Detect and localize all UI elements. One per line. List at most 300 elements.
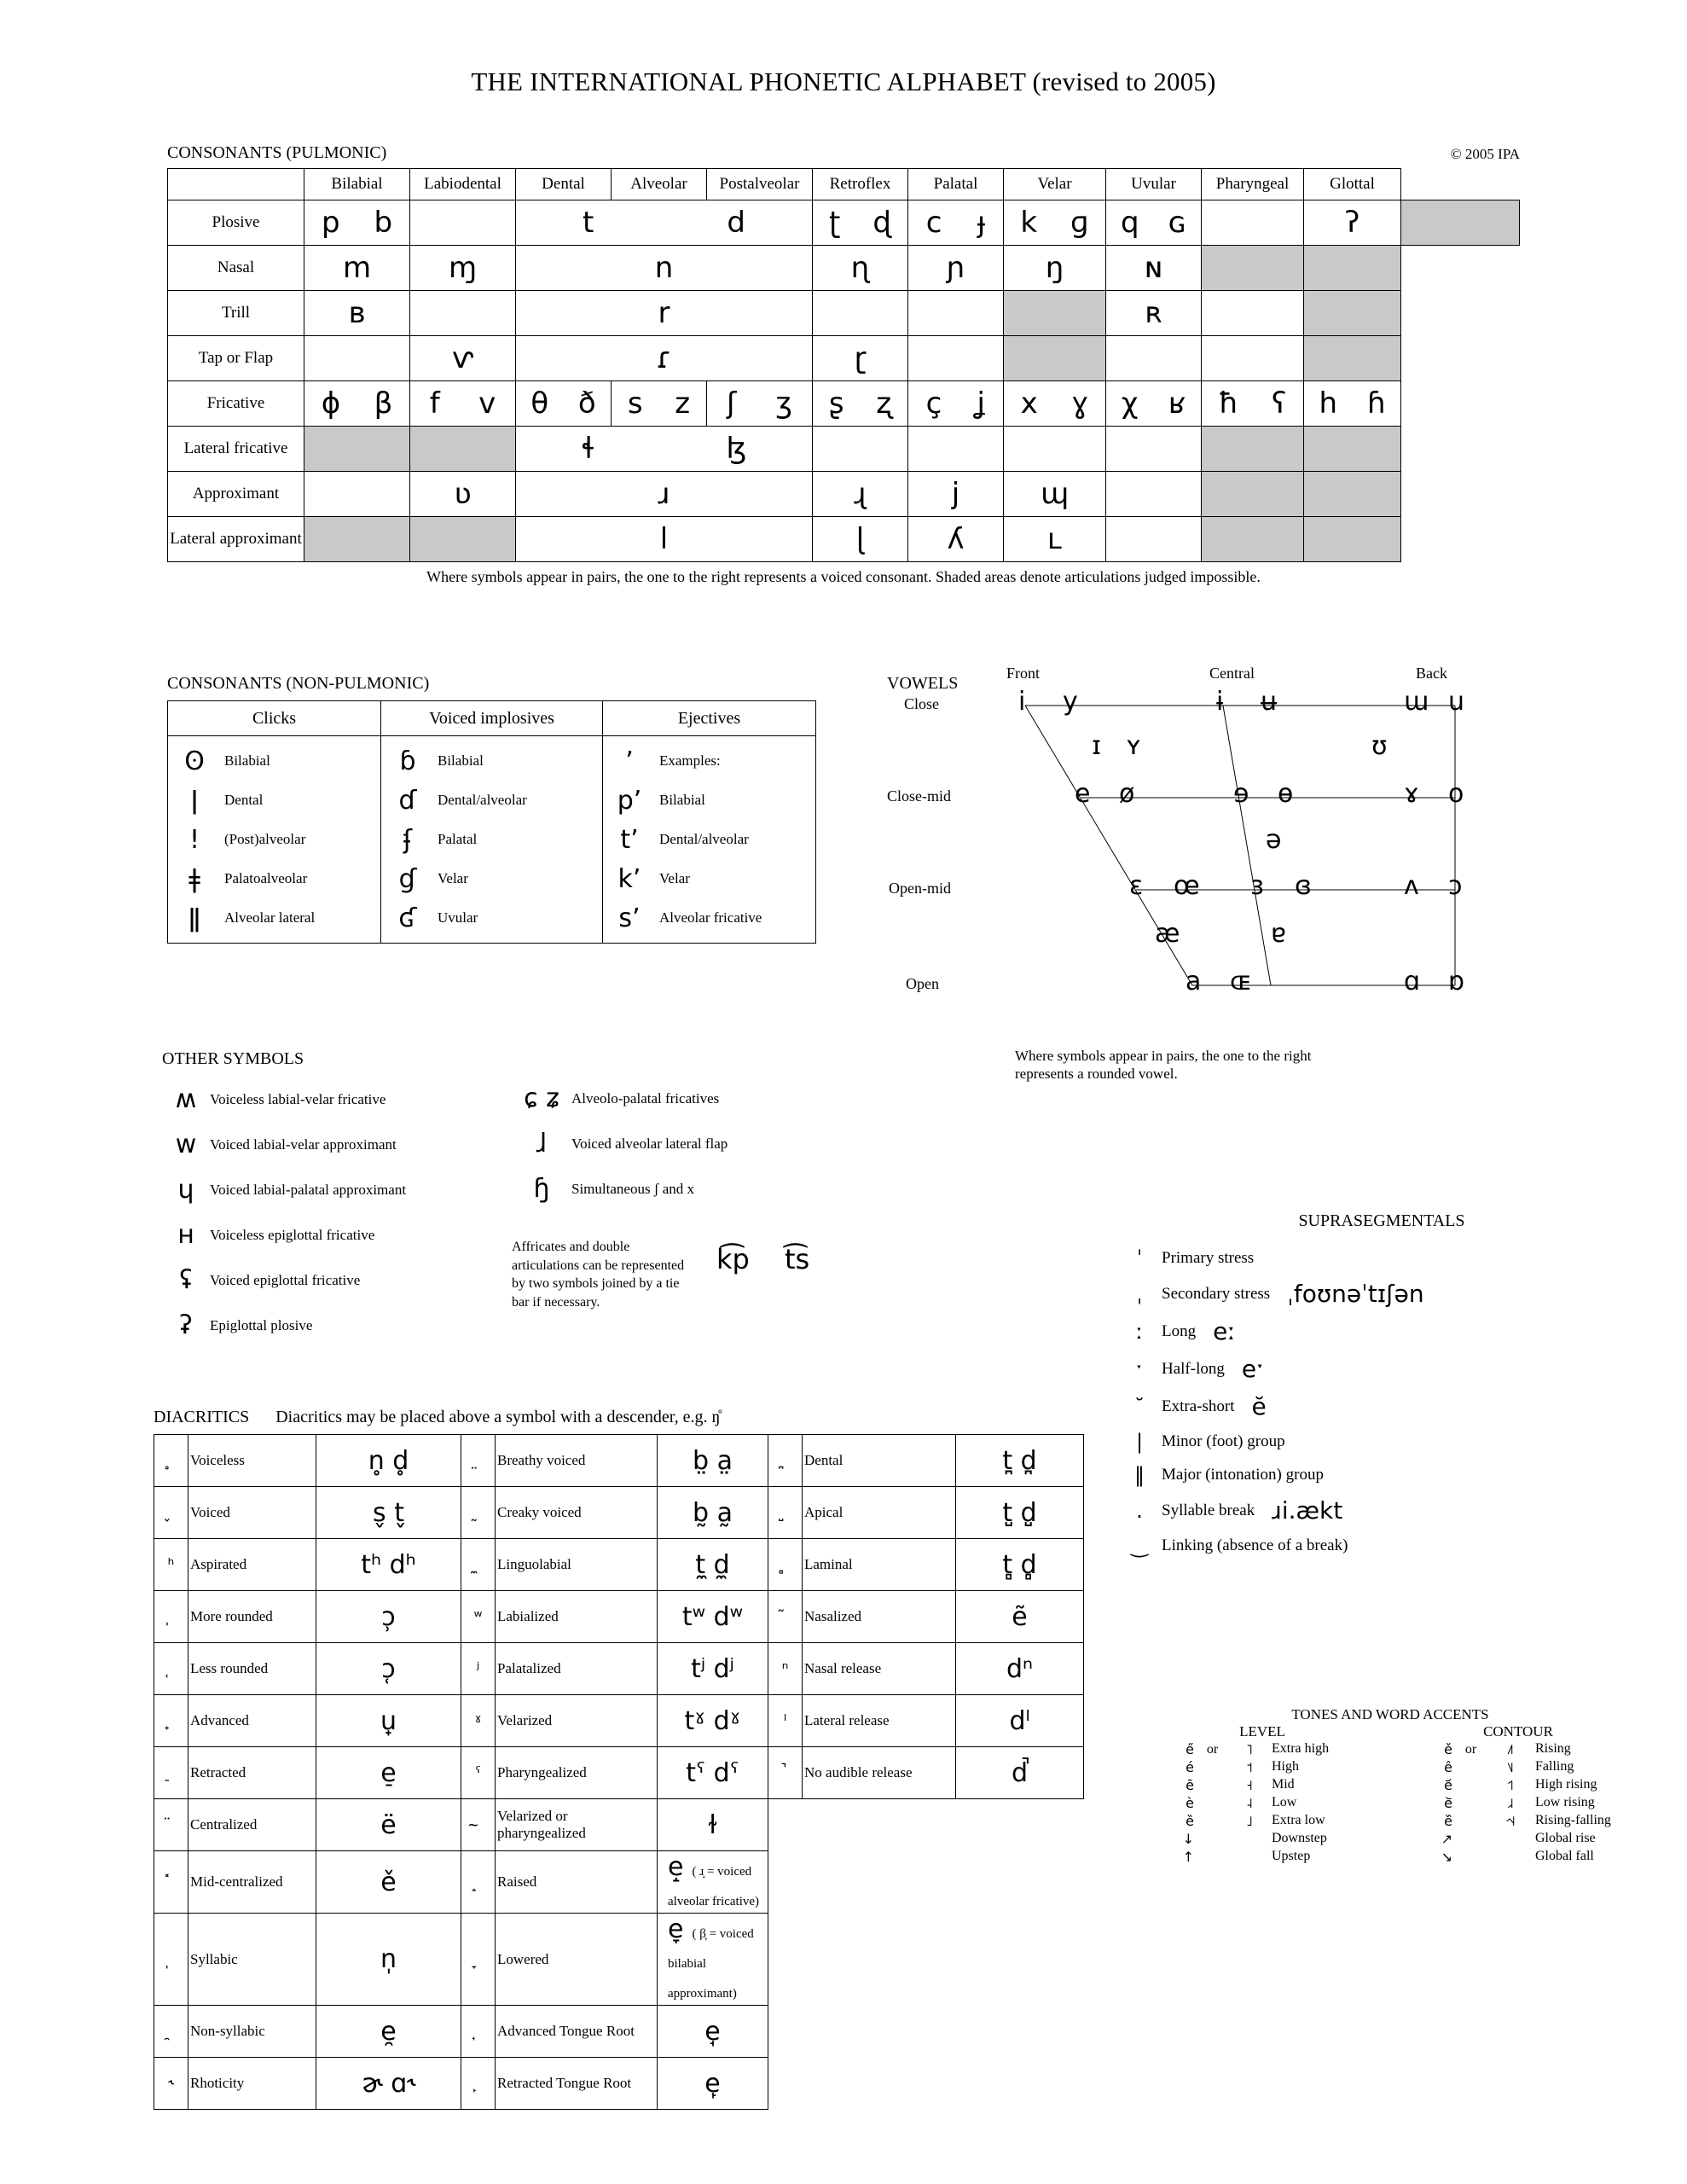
- diacritic-mark: [461, 1851, 496, 1914]
- vowel-symbol: ɘ: [1233, 779, 1249, 809]
- pulmonic-row: [168, 427, 1520, 472]
- tone-name: Rising-falling: [1535, 1813, 1611, 1828]
- diacritic-example: [956, 1591, 1084, 1643]
- nonpulmonic-symbol: ǁ: [188, 903, 201, 933]
- other-symbol-row: [512, 1129, 870, 1159]
- tone-contour-icon: ˧: [1246, 1777, 1253, 1793]
- nonpulmonic-symbol: ɠ: [398, 863, 417, 894]
- nonpulmonic-name: Alveolar fricative: [659, 909, 762, 926]
- suprasegmental-name: Extra-short: [1162, 1397, 1235, 1415]
- diacritic-example: [316, 2006, 461, 2058]
- pulmonic-cell: [1106, 472, 1202, 517]
- suprasegmental-mark: ‿: [1131, 1534, 1148, 1558]
- diacritic-mark: ʲ: [461, 1643, 496, 1695]
- diacritic-example-glyph: tˠ dˠ: [684, 1705, 741, 1736]
- nonpulmonic-row: [603, 898, 815, 938]
- pulmonic-cell: [304, 472, 410, 517]
- pulmonic-cell: [1202, 336, 1304, 381]
- diacritics-row: [154, 1695, 1084, 1747]
- nonpulmonic-row: [168, 859, 380, 898]
- suprasegmental-mark: ‖: [1134, 1463, 1145, 1487]
- nonpulmonic-symbol: tʼ: [620, 824, 639, 855]
- implosives-column: [381, 736, 603, 944]
- pulmonic-cell: ʔ: [1304, 200, 1401, 246]
- pulmonic-cell: ʈ ɖ: [813, 200, 908, 246]
- diacritic-example-glyph: e̘: [704, 2016, 721, 2047]
- tone-row: [1134, 1812, 1646, 1830]
- nonpulmonic-symbol: ɗ: [398, 785, 417, 816]
- diacritic-example-glyph: s̬ t̬: [373, 1497, 404, 1528]
- tone-name: Extra high: [1272, 1741, 1330, 1757]
- pulmonic-cell: s z: [612, 381, 707, 427]
- tones-title: TONES AND WORD ACCENTS: [1291, 1706, 1489, 1722]
- vowel-symbol: ɯ: [1404, 687, 1429, 717]
- vowel-axis-back: Back: [1416, 665, 1447, 682]
- pulmonic-cell: [410, 427, 516, 472]
- pulmonic-cell: [1202, 200, 1304, 246]
- vowel-symbol: ʌ: [1404, 871, 1419, 901]
- diacritics-row: [154, 2006, 1084, 2058]
- tone-or-label: or: [1464, 1741, 1477, 1757]
- diacritics-row: [154, 1747, 1084, 1799]
- nonpulmonic-row: [381, 820, 602, 859]
- tone-or-label: [1454, 1776, 1487, 1794]
- diacritic-mark: [154, 1695, 188, 1747]
- pulmonic-cell: ʋ: [410, 472, 516, 517]
- nonpulmonic-col-header: Voiced implosives: [381, 701, 603, 736]
- pulmonic-cell: ɱ: [410, 246, 516, 291]
- nonpulmonic-symbol: kʼ: [617, 863, 641, 894]
- tone-contour-icon: ˦: [1246, 1759, 1253, 1775]
- nonpulmonic-name: Bilabial: [224, 752, 270, 769]
- nonpulmonic-name: (Post)alveolar: [224, 831, 306, 847]
- suprasegmental-row: [1117, 1534, 1646, 1558]
- diacritic-name: Dental: [803, 1435, 956, 1487]
- nonpulmonic-symbol: ʛ: [398, 903, 417, 933]
- pulmonic-row: [168, 472, 1520, 517]
- nonpulmonic-row: [603, 820, 815, 859]
- pulmonic-row-label: Plosive: [168, 200, 304, 246]
- diacritic-example-glyph: ɫ: [707, 1809, 718, 1840]
- diacritic-example-glyph: e̞: [668, 1914, 684, 1944]
- diacritic-mark: [154, 1914, 188, 2006]
- vowel-axis-open-mid: Open-mid: [889, 880, 951, 897]
- diacritic-example-glyph: d̚: [1011, 1757, 1029, 1788]
- diacritic-example: [316, 1799, 461, 1851]
- diacritic-name: Nasal release: [803, 1643, 956, 1695]
- diacritic-mark: ˞: [154, 2058, 188, 2110]
- diacritic-mark: ˤ: [461, 1747, 496, 1799]
- nonpulmonic-row: [168, 898, 380, 938]
- diacritic-extra-note: ( β̞ = voiced bilabial approximant): [668, 1927, 754, 2001]
- diacritic-mark: [461, 2006, 496, 2058]
- nonpulmonic-name: Dental: [224, 792, 264, 808]
- col-header: Velar: [1004, 169, 1106, 200]
- vowel-symbol: u: [1448, 687, 1465, 717]
- diacritic-example-glyph: e̠: [380, 1757, 397, 1788]
- diacritics-row: [154, 1643, 1084, 1695]
- tone-symbol: ↘: [1441, 1849, 1452, 1865]
- nonpulmonic-row: [603, 781, 815, 820]
- diacritics-row: [154, 1487, 1084, 1539]
- diacritic-mark: ˠ: [461, 1695, 496, 1747]
- suprasegmental-row: [1117, 1463, 1646, 1487]
- diacritic-example: [316, 1487, 461, 1539]
- diacritic-mark: [768, 1591, 803, 1643]
- suprasegmental-row: [1117, 1496, 1646, 1525]
- diacritic-name: Lateral release: [803, 1695, 956, 1747]
- diacritic-name: Velarized: [496, 1695, 658, 1747]
- pulmonic-cell: [1106, 336, 1202, 381]
- diacritic-name: Centralized: [188, 1799, 316, 1851]
- diacritic-example-glyph: e̙: [704, 2068, 721, 2099]
- pulmonic-cell: [1004, 291, 1106, 336]
- col-header: Retroflex: [813, 169, 908, 200]
- pulmonic-cell: n: [516, 246, 813, 291]
- tone-symbol: ↗: [1441, 1831, 1452, 1847]
- diacritics-header: [154, 1408, 1083, 1427]
- diacritic-mark: [461, 1435, 496, 1487]
- nonpulmonic-name: Examples:: [659, 752, 721, 769]
- diacritic-name: Voiceless: [188, 1435, 316, 1487]
- tone-or-label: or: [1206, 1741, 1219, 1757]
- tone-symbol: ↓: [1182, 1831, 1194, 1847]
- suprasegmental-name: Primary stress: [1162, 1249, 1255, 1267]
- copyright-text: © 2005 IPA: [1450, 146, 1520, 162]
- col-header: Labiodental: [410, 169, 516, 200]
- diacritic-example: [956, 1747, 1084, 1799]
- tone-symbol: e᷈: [1444, 1813, 1452, 1829]
- tone-row: [1134, 1776, 1646, 1794]
- tone-symbol: ē: [1186, 1777, 1194, 1793]
- suprasegmentals-label: SUPRASEGMENTALS: [1298, 1211, 1465, 1230]
- pulmonic-row-label: Nasal: [168, 246, 304, 291]
- diacritic-mark: [154, 1643, 188, 1695]
- diacritic-name: Nasalized: [803, 1591, 956, 1643]
- nonpulmonic-symbol: ɓ: [399, 746, 416, 776]
- diacritic-example-glyph: e̝: [668, 1852, 684, 1882]
- affricate-note-block: [512, 1238, 853, 1311]
- nonpulmonic-row: [168, 741, 380, 781]
- diacritic-name: Advanced: [188, 1695, 316, 1747]
- diacritic-example-glyph: t̺ d̺: [1002, 1497, 1037, 1528]
- diacritic-example: [658, 1695, 768, 1747]
- nonpulmonic-col-header: Ejectives: [603, 701, 816, 736]
- pulmonic-cell: [908, 427, 1004, 472]
- diacritic-name: Less rounded: [188, 1643, 316, 1695]
- tone-name: Falling: [1535, 1759, 1574, 1774]
- pulmonic-cell: [1401, 200, 1520, 246]
- diacritic-example: [658, 1591, 768, 1643]
- tone-contour-icon: ˩˥: [1507, 1741, 1514, 1757]
- diacritic-example-glyph: t̼ d̼: [695, 1549, 730, 1580]
- diacritic-example: [316, 1591, 461, 1643]
- nonpulmonic-symbol: ʄ: [403, 824, 413, 855]
- col-header: Uvular: [1106, 169, 1202, 200]
- nonpulmonic-symbol: ǂ: [188, 863, 200, 894]
- pulmonic-row-label: Lateral fricative: [168, 427, 304, 472]
- pulmonic-row: [168, 517, 1520, 562]
- tone-name: Rising: [1535, 1741, 1571, 1757]
- vowel-axis-front: Front: [1006, 665, 1041, 682]
- diacritic-mark: [768, 1487, 803, 1539]
- diacritic-name: Advanced Tongue Root: [496, 2006, 658, 2058]
- diacritic-example-glyph: tʲ dʲ: [691, 1653, 734, 1684]
- nonpulmonic-name: Velar: [438, 870, 468, 886]
- other-symbol-name: Voiced alveolar lateral flap: [571, 1135, 728, 1152]
- nonpulmonic-row: [603, 859, 815, 898]
- diacritic-example: [956, 1643, 1084, 1695]
- tone-row: [1134, 1758, 1646, 1776]
- diacritic-example: [316, 1914, 461, 2006]
- diacritic-name: Breathy voiced: [496, 1435, 658, 1487]
- vowel-symbol: ɒ: [1448, 967, 1465, 996]
- tone-contour-icon: ˩: [1246, 1813, 1253, 1829]
- other-symbol-name: Simultaneous ʃ and x: [571, 1180, 695, 1197]
- vowel-symbol: ɐ: [1271, 919, 1287, 949]
- tone-or-label: [1196, 1830, 1229, 1848]
- nonpulmonic-table: [167, 700, 816, 944]
- pulmonic-cell: ħ ʕ: [1202, 381, 1304, 427]
- nonpulmonic-row: [168, 781, 380, 820]
- other-symbol-glyph: ʡ: [179, 1310, 193, 1340]
- pulmonic-row-label: Approximant: [168, 472, 304, 517]
- other-symbol-glyph: ɺ: [536, 1129, 548, 1159]
- pulmonic-cell: [908, 336, 1004, 381]
- tone-symbol: ě: [1444, 1741, 1452, 1757]
- pulmonic-cell: ɰ: [1004, 472, 1106, 517]
- vowel-symbol: ɔ: [1448, 871, 1463, 901]
- pulmonic-cell: ɳ: [813, 246, 908, 291]
- vowel-symbol: ɞ: [1295, 871, 1312, 901]
- diacritics-row: [154, 1591, 1084, 1643]
- diacritic-example-glyph: dⁿ: [1006, 1653, 1033, 1684]
- vowel-symbol: ʊ: [1371, 731, 1388, 761]
- nonpulmonic-row: [603, 741, 815, 781]
- pulmonic-cell: ʂ ʐ: [813, 381, 908, 427]
- diacritic-example-glyph: n̩: [380, 1944, 397, 1974]
- diacritic-name: Aspirated: [188, 1539, 316, 1591]
- suprasegmental-mark: ˑ: [1135, 1356, 1144, 1381]
- suprasegmental-name: Major (intonation) group: [1162, 1466, 1324, 1484]
- clicks-column: [168, 736, 381, 944]
- diacritic-name: More rounded: [188, 1591, 316, 1643]
- vowel-symbol: ɑ: [1404, 967, 1421, 996]
- nonpulmonic-name: Uvular: [438, 909, 478, 926]
- suprasegmental-example: ĕ: [1251, 1392, 1267, 1420]
- diacritic-mark: ʷ: [461, 1591, 496, 1643]
- col-header: Palatal: [908, 169, 1004, 200]
- pulmonic-cell: p b: [304, 200, 410, 246]
- tone-contour-icon: [1487, 1830, 1533, 1848]
- pulmonic-cell: [304, 517, 410, 562]
- other-symbol-row: [512, 1083, 870, 1113]
- pulmonic-cell: [813, 427, 908, 472]
- pulmonic-row: [168, 246, 1520, 291]
- diacritic-name: Laminal: [803, 1539, 956, 1591]
- vowel-symbol: ɵ: [1278, 779, 1294, 809]
- col-header: Bilabial: [304, 169, 410, 200]
- tone-name: Low rising: [1535, 1795, 1595, 1810]
- affricate-note: Affricates and double articulations can be represented by two symbols joined by a tie bar if necessary.: [512, 1240, 685, 1310]
- pulmonic-label: CONSONANTS (PULMONIC): [167, 143, 387, 162]
- pulmonic-cell: [1304, 517, 1401, 562]
- pulmonic-header: [167, 143, 1520, 163]
- other-symbol-name: Alveolo-palatal fricatives: [571, 1089, 720, 1107]
- tones-level-header: LEVEL: [1239, 1723, 1285, 1740]
- pulmonic-cell: [1304, 427, 1401, 472]
- tone-row: [1134, 1830, 1646, 1848]
- suprasegmental-row: [1117, 1392, 1646, 1420]
- pulmonic-cell: l: [516, 517, 813, 562]
- vowel-symbol: æ: [1155, 919, 1180, 949]
- suprasegmentals-section: [1117, 1211, 1646, 1567]
- other-symbol-glyph: ɥ: [177, 1175, 194, 1205]
- diacritic-mark: [768, 1435, 803, 1487]
- tone-or-label: [1454, 1830, 1487, 1848]
- other-symbol-name: Voiced labial-palatal approximant: [210, 1181, 407, 1198]
- tone-or-label: [1196, 1776, 1229, 1794]
- other-symbol-name: Epiglottal plosive: [210, 1316, 313, 1333]
- pulmonic-cell: ŋ: [1004, 246, 1106, 291]
- nonpulmonic-row: [381, 859, 602, 898]
- vowel-symbol: ɪ: [1092, 731, 1102, 761]
- diacritic-name: Creaky voiced: [496, 1487, 658, 1539]
- diacritic-mark: [154, 1851, 188, 1914]
- pulmonic-cell: [410, 200, 516, 246]
- suprasegmental-mark: ˘: [1134, 1394, 1145, 1419]
- tone-symbol: ê: [1444, 1759, 1452, 1775]
- suprasegmental-example: eˑ: [1241, 1355, 1265, 1383]
- vowel-symbol: ɶ: [1230, 967, 1252, 996]
- suprasegmental-mark: ː: [1135, 1319, 1144, 1344]
- diacritics-row: [154, 1435, 1084, 1487]
- diacritic-example-glyph: b̰ a̰: [693, 1497, 733, 1528]
- other-symbols-label: OTHER SYMBOLS: [162, 1049, 304, 1068]
- pulmonic-cell: [1304, 291, 1401, 336]
- other-symbol-glyph: w: [175, 1130, 197, 1159]
- diacritic-mark: ⁿ: [768, 1643, 803, 1695]
- vowel-symbol: i: [1018, 687, 1026, 717]
- diacritic-example-glyph: u̟: [380, 1705, 397, 1736]
- suprasegmental-name: Syllable break: [1162, 1501, 1255, 1519]
- diacritic-mark: [461, 1539, 496, 1591]
- tone-symbol: e᷅: [1444, 1795, 1452, 1811]
- pulmonic-cell: f v: [410, 381, 516, 427]
- pulmonic-cell: [1202, 427, 1304, 472]
- diacritic-name: Apical: [803, 1487, 956, 1539]
- pulmonic-cell: k ɡ: [1004, 200, 1106, 246]
- suprasegmental-row: [1117, 1430, 1646, 1454]
- tone-name: Mid: [1272, 1777, 1295, 1792]
- pulmonic-row-label: Fricative: [168, 381, 304, 427]
- tone-name: High: [1272, 1759, 1299, 1774]
- diacritic-example: [658, 1539, 768, 1591]
- suprasegmental-name: Minor (foot) group: [1162, 1432, 1285, 1450]
- suprasegmental-row: [1117, 1246, 1646, 1270]
- tone-or-label: [1196, 1848, 1229, 1866]
- tone-row: [1134, 1794, 1646, 1812]
- pulmonic-cell: χ ʁ: [1106, 381, 1202, 427]
- pulmonic-row: [168, 291, 1520, 336]
- diacritics-empty-cell: [768, 1799, 1084, 1851]
- ejectives-column: [603, 736, 816, 944]
- diacritic-name: Palatalized: [496, 1643, 658, 1695]
- diacritic-mark: [154, 1591, 188, 1643]
- vowel-symbol: ɜ: [1250, 871, 1264, 901]
- pulmonic-row-label: Trill: [168, 291, 304, 336]
- diacritic-example-glyph: tˤ dˤ: [686, 1757, 739, 1788]
- diacritic-example: [956, 1695, 1084, 1747]
- vowel-symbol: ɛ: [1129, 871, 1144, 901]
- tone-symbol: e̋: [1186, 1741, 1194, 1757]
- pulmonic-cell: c ɟ: [908, 200, 1004, 246]
- tone-name: High rising: [1535, 1777, 1597, 1792]
- diacritics-note: Diacritics may be placed above a symbol with a descender, e.g. ŋ̊: [275, 1408, 721, 1426]
- diacritics-table: [154, 1434, 1084, 2110]
- diacritic-name: Syllabic: [188, 1914, 316, 2006]
- diacritic-name: Pharyngealized: [496, 1747, 658, 1799]
- diacritic-example: [316, 2058, 461, 2110]
- tone-or-label: [1454, 1794, 1487, 1812]
- pulmonic-row: [168, 336, 1520, 381]
- nonpulmonic-name: Alveolar lateral: [224, 909, 316, 926]
- pulmonic-section: [167, 143, 1520, 586]
- tone-symbol: è: [1186, 1795, 1194, 1811]
- diacritics-empty-cell: [768, 2006, 1084, 2058]
- diacritic-name: Labialized: [496, 1591, 658, 1643]
- diacritic-name: Velarized or pharyngealized: [496, 1799, 658, 1851]
- diacritic-example-glyph: tʰ dʰ: [361, 1549, 416, 1580]
- nonpulmonic-name: Palatoalveolar: [224, 870, 308, 886]
- col-header: Postalveolar: [707, 169, 813, 200]
- suprasegmental-mark: .: [1136, 1498, 1143, 1523]
- affricate-example-kp: k͡p: [716, 1243, 750, 1275]
- pulmonic-header-row: [168, 169, 1520, 200]
- tone-symbol: ȅ: [1186, 1813, 1194, 1829]
- page-title: THE INTERNATIONAL PHONETIC ALPHABET (revised to 2005): [471, 67, 1216, 96]
- diacritic-mark: [154, 2006, 188, 2058]
- diacritic-example-glyph: n̥ d̥: [368, 1445, 409, 1476]
- suprasegmental-name: Secondary stress: [1162, 1284, 1271, 1303]
- nonpulmonic-label: CONSONANTS (NON-PULMONIC): [167, 674, 430, 693]
- other-symbol-glyph: ɕ ʑ: [524, 1083, 559, 1113]
- diacritic-mark: [154, 1435, 188, 1487]
- tone-contour-icon: [1487, 1848, 1533, 1866]
- diacritic-example-glyph: dˡ: [1009, 1705, 1030, 1736]
- tone-contour-icon: ˧˦˨: [1505, 1813, 1516, 1829]
- suprasegmental-example: eː: [1213, 1317, 1236, 1345]
- col-header: Alveolar: [612, 169, 707, 200]
- nonpulmonic-col-header: Clicks: [168, 701, 381, 736]
- diacritics-label: DIACRITICS: [154, 1408, 250, 1426]
- diacritic-mark: [154, 1747, 188, 1799]
- nonpulmonic-name: Dental/alveolar: [659, 831, 749, 847]
- pulmonic-cell: r: [516, 291, 813, 336]
- vowel-symbol: œ: [1174, 871, 1200, 901]
- tone-symbol: é: [1186, 1759, 1194, 1775]
- pulmonic-cell: ɾ: [516, 336, 813, 381]
- other-symbol-glyph: ʍ: [175, 1084, 197, 1114]
- pulmonic-row: [168, 381, 1520, 427]
- diacritic-example-glyph: ɚ ɑ˞: [362, 2068, 415, 2099]
- pulmonic-cell: ⱱ: [410, 336, 516, 381]
- tone-row: [1134, 1740, 1646, 1758]
- tone-or-label: [1454, 1848, 1487, 1866]
- vowel-symbol: o: [1448, 779, 1464, 809]
- nonpulmonic-name: Palatal: [438, 831, 478, 847]
- diacritic-example: [658, 1851, 768, 1914]
